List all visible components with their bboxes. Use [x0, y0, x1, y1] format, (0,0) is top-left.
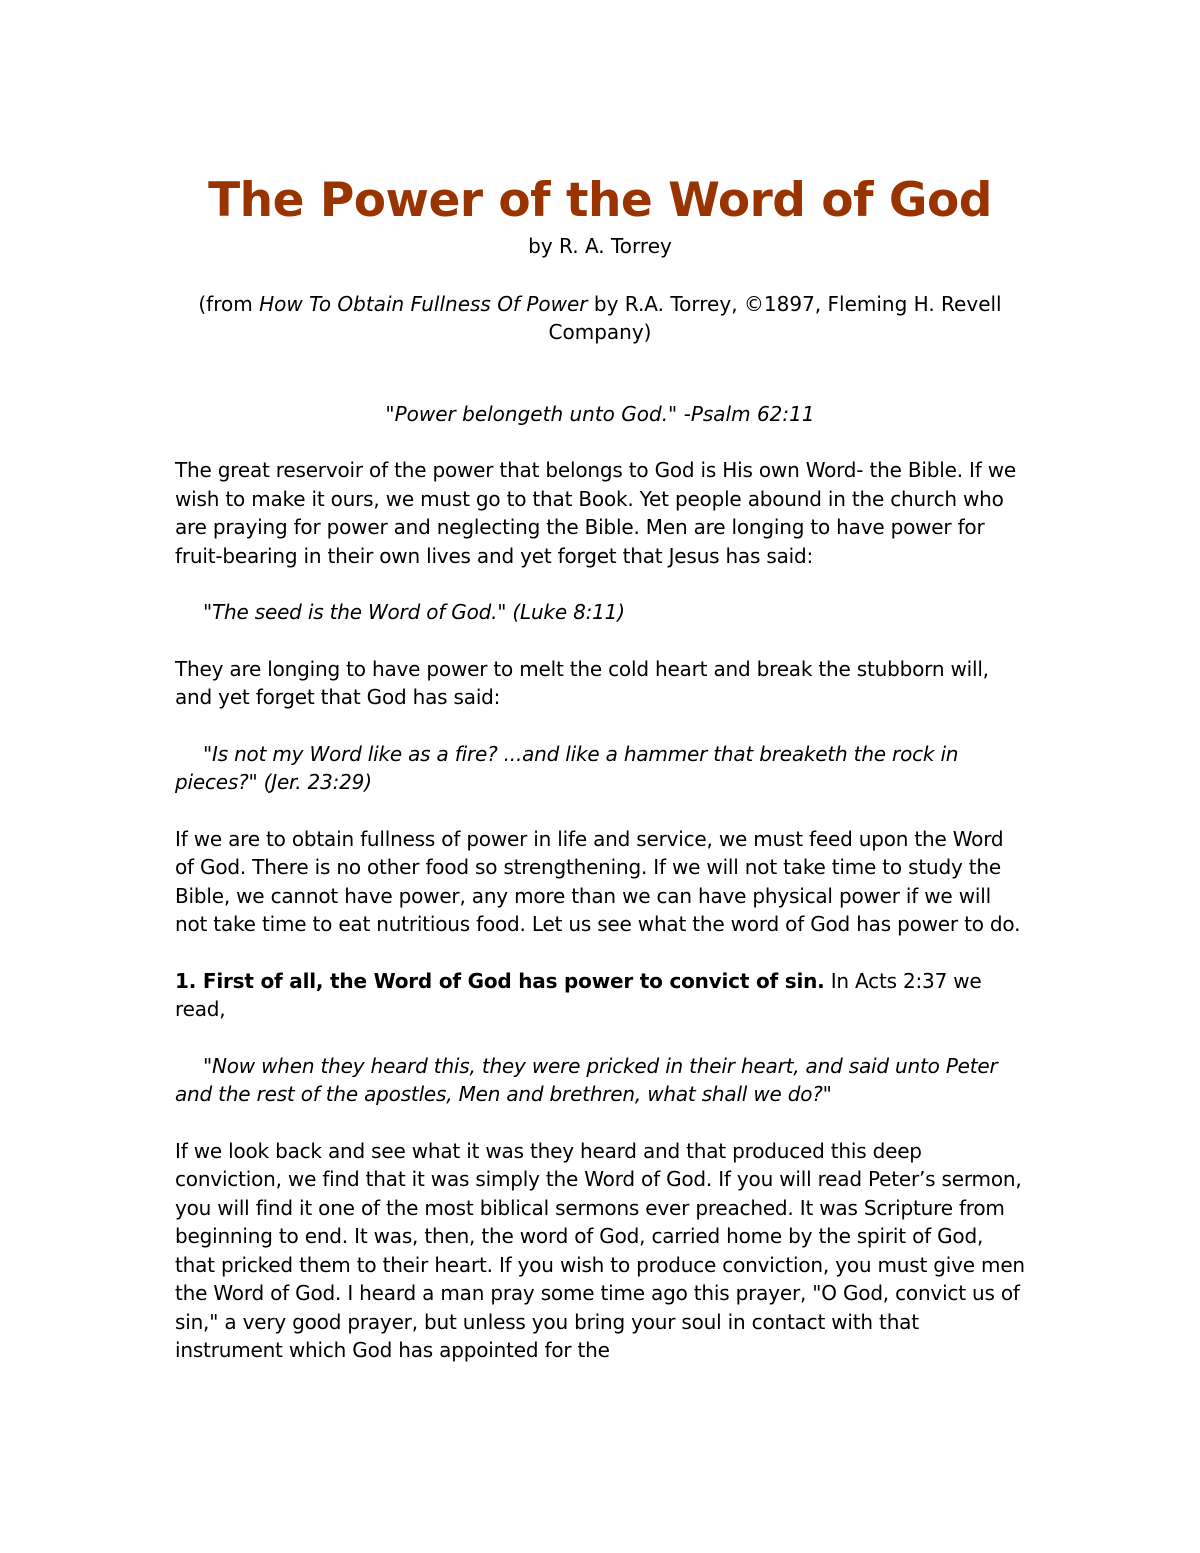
source-citation: [175, 290, 1025, 346]
author-byline: by R. A. Torrey: [528, 234, 672, 258]
paragraph-4: [175, 967, 1025, 1024]
section-heading-1: 1. First of all, the Word of God has power to convict of sin.: [175, 968, 825, 993]
quote-acts: "Now when they heard this, they were pricked in their heart, and said unto Peter and the rest of the apostles, Men and brethren, what shall we do?": [175, 1053, 998, 1106]
source-book-title: How To Obtain Fullness Of Power: [259, 292, 588, 316]
document-page: [175, 170, 1025, 1393]
paragraph-4-text: In Acts 2:37 we read,: [175, 968, 982, 1021]
document-title: The Power of the Word of God: [208, 173, 992, 228]
source-prefix: (from: [198, 292, 260, 316]
paragraph-5: If we look back and see what it was they heard and that produced this deep conviction, we find that it was simply the Word of God. If you will read Peter’s sermon, you will find it one of the most biblical sermons ever preached. It was Scripture from beginning to end. It was, then, the word of God, carried home by the spirit of God, that pricked them to their heart. If you wish to produce conviction, you must give men the Word of God. I heard a man pray some time ago this prayer, "O God, convict us of sin," a very good prayer, but unless you bring your soul in contact with that instrument which God has appointed for the: [175, 1138, 1025, 1362]
source-suffix: by R.A. Torrey, ©1897, Fleming H. Revell Company): [548, 292, 1002, 344]
quote-jeremiah: "Is not my Word like as a fire? ...and like a hammer that breaketh the rock in pieces?" (Jer. 23:29): [175, 741, 959, 794]
paragraph-2: They are longing to have power to melt the cold heart and break the stubborn will, and yet forget that God has said:: [175, 656, 989, 709]
paragraph-1: The great reservoir of the power that belongs to God is His own Word- the Bible. If we wish to make it ours, we must go to that Book. Yet people abound in the church who are praying for power and neglecting the Bible. Men are longing to have power for fruit-bearing in their own lives and yet forget that Jesus has said:: [175, 458, 1016, 568]
paragraph-3: If we are to obtain fullness of power in life and service, we must feed upon the Word of God. There is no other food so strengthening. If we will not take time to study the Bible, we cannot have power, any more than we can have physical power if we will not take time to eat nutritious food. Let us see what the word of God has power to do.: [175, 826, 1021, 936]
quote-luke: "The seed is the Word of God." (Luke 8:11): [203, 600, 625, 624]
epigraph: "Power belongeth unto God." -Psalm 62:11: [385, 402, 815, 426]
